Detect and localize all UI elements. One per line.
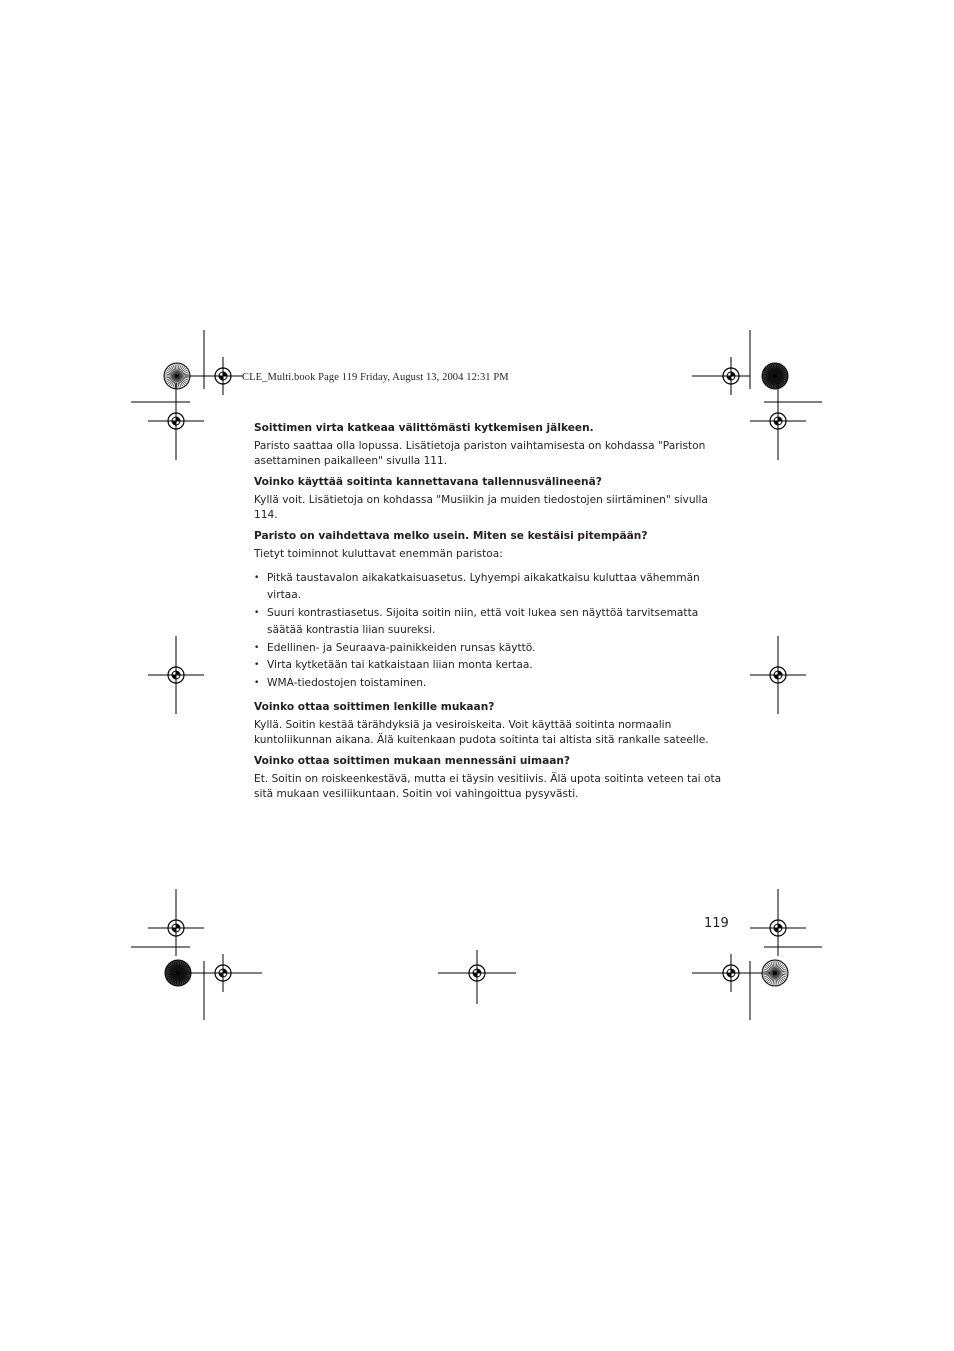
faq-content <box>254 421 730 807</box>
faq-answer: Paristo saattaa olla lopussa. Lisätietoja pariston vaihtamisesta on kohdassa "Pariston asettaminen paikalleen" sivulla 111. <box>254 440 706 467</box>
faq-question: Paristo on vaihdettava melko usein. Miten se kestäisi pitempään? <box>254 530 648 542</box>
slug-line: CLE_Multi.book Page 119 Friday, August 13, 2004 12:31 PM <box>242 372 509 383</box>
faq-item <box>254 700 730 747</box>
bullet-item: • Pitkä taustavalon aikakatkaisuasetus. Lyhyempi aikakatkaisu kuluttaa vähemmän virtaa. <box>254 570 730 605</box>
faq-question: Voinko ottaa soittimen lenkille mukaan? <box>254 701 495 713</box>
faq-item <box>254 529 730 692</box>
color-wheel-icon <box>762 363 788 389</box>
bullet-item: • WMA-tiedostojen toistaminen. <box>254 675 730 693</box>
faq-answer: Kyllä. Soitin kestää tärähdyksiä ja vesiroiskeita. Voit käyttää soitinta normaalin kuntoliikunnan aikana. Älä kuitenkaan pudota soitinta tai altista sitä rankalle sateelle. <box>254 719 709 746</box>
faq-answer: Tietyt toiminnot kuluttavat enemmän paristoa: <box>254 548 503 560</box>
bullet-item: • Edellinen- ja Seuraava-painikkeiden runsas käyttö. <box>254 640 730 658</box>
faq-item <box>254 754 730 801</box>
faq-question: Soittimen virta katkeaa välittömästi kytkemisen jälkeen. <box>254 422 594 434</box>
faq-answer: Kyllä voit. Lisätietoja on kohdassa "Musiikin ja muiden tiedostojen siirtäminen" sivulla 114. <box>254 494 708 521</box>
faq-item <box>254 475 730 522</box>
faq-item <box>254 421 730 468</box>
page-number: 119 <box>704 916 729 931</box>
faq-question: Voinko ottaa soittimen mukaan mennessäni uimaan? <box>254 755 571 767</box>
faq-question: Voinko käyttää soitinta kannettavana tallennusvälineenä? <box>254 476 602 488</box>
faq-answer: Et. Soitin on roiskeenkestävä, mutta ei täysin vesitiivis. Älä upota soitinta veteen tai ota sitä mukaan vesiliikuntaan. Soitin voi vahingoittua pysyvästi. <box>254 773 722 800</box>
bullet-item: • Suuri kontrastiasetus. Sijoita soitin niin, että voit lukea sen näyttöä tarvitsematta säätää kontrastia liian suureksi. <box>254 605 730 640</box>
bullet-item: • Virta kytketään tai katkaistaan liian monta kertaa. <box>254 657 730 675</box>
bullet-list <box>254 570 730 693</box>
